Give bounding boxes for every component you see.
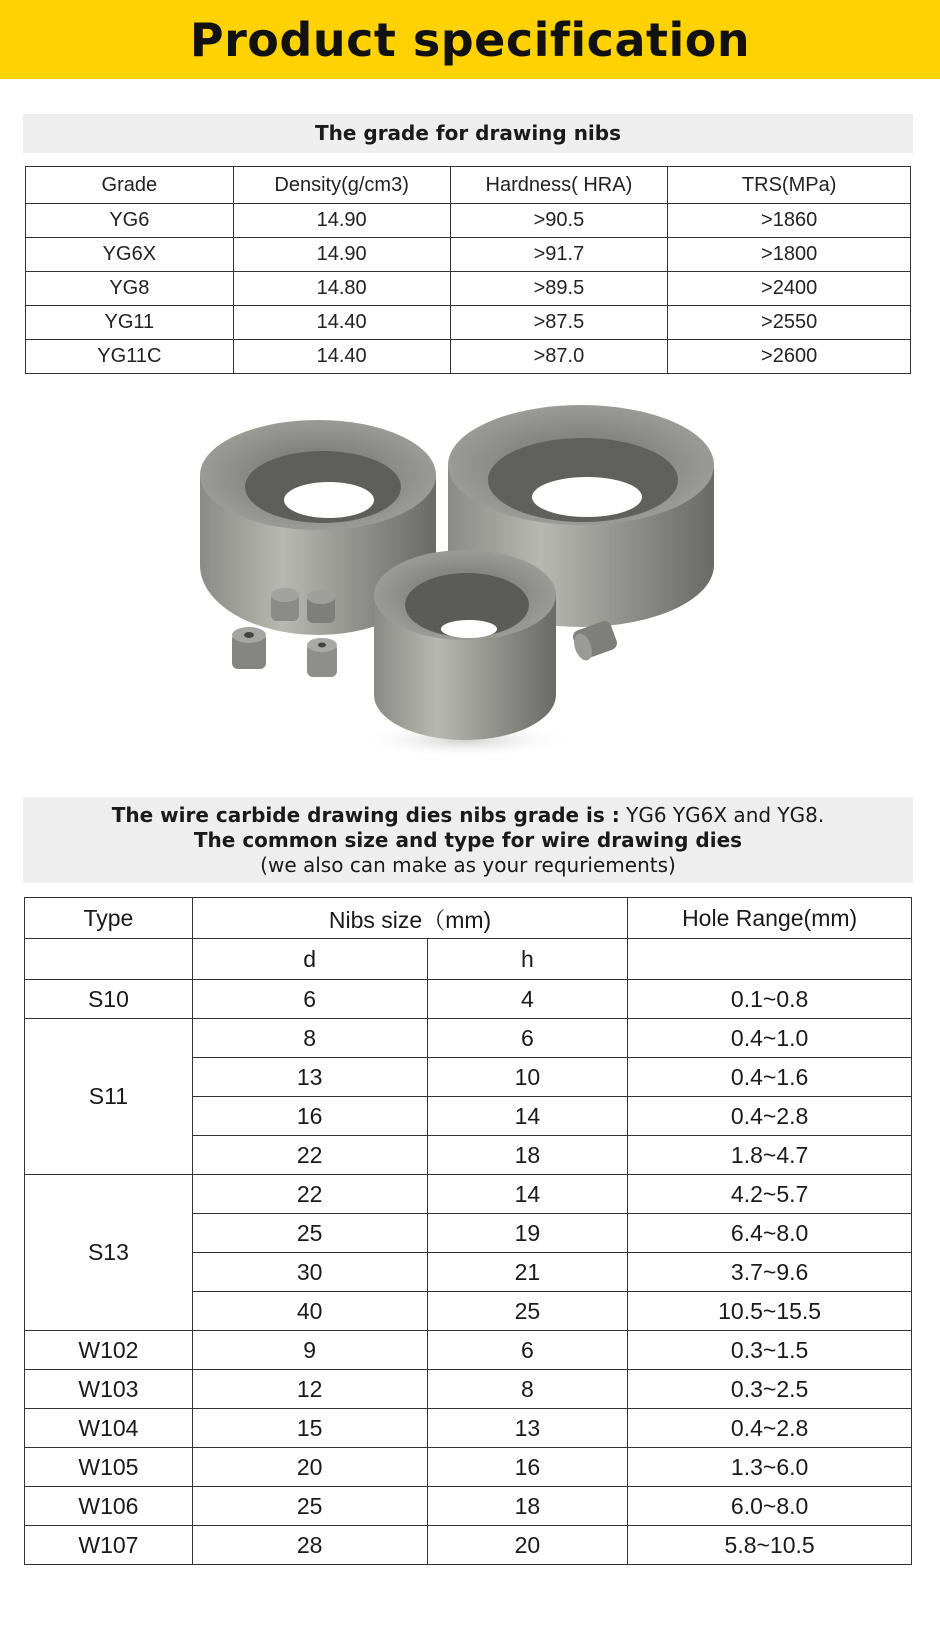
hole-range-cell: 4.2~5.7	[628, 1175, 912, 1214]
d-cell: 16	[192, 1097, 427, 1136]
grade-note-value: YG6 YG6X and YG8.	[619, 803, 825, 827]
hole-range-cell: 1.8~4.7	[628, 1136, 912, 1175]
h-cell: 6	[427, 1331, 628, 1370]
column-header: Hardness( HRA)	[450, 167, 668, 204]
type-cell: S11	[25, 1019, 193, 1175]
type-cell: W104	[25, 1409, 193, 1448]
center-ring	[355, 550, 575, 758]
d-cell: 12	[192, 1370, 427, 1409]
d-cell: 6	[192, 980, 427, 1019]
custom-note: (we also can make as your requriements)	[260, 853, 676, 877]
h-cell: 13	[427, 1409, 628, 1448]
type-cell: W105	[25, 1448, 193, 1487]
hole-range-cell: 6.0~8.0	[628, 1487, 912, 1526]
table-cell: >90.5	[450, 204, 668, 238]
table-cell: >1800	[668, 238, 911, 272]
table-cell: >2550	[668, 306, 911, 340]
type-cell: W102	[25, 1331, 193, 1370]
h-cell: 14	[427, 1097, 628, 1136]
table-cell: YG6	[26, 204, 234, 238]
d-cell: 28	[192, 1526, 427, 1565]
hole-subheader	[628, 939, 912, 980]
table-cell: >89.5	[450, 272, 668, 306]
table-cell: 14.40	[233, 306, 450, 340]
grade-table-header-row	[26, 167, 911, 204]
h-cell: 14	[427, 1175, 628, 1214]
table-cell: >87.5	[450, 306, 668, 340]
type-header: Type	[25, 898, 193, 939]
table-cell: YG6X	[26, 238, 234, 272]
hole-range-cell: 5.8~10.5	[628, 1526, 912, 1565]
hole-range-cell: 1.3~6.0	[628, 1448, 912, 1487]
hole-range-cell: 0.4~2.8	[628, 1409, 912, 1448]
d-cell: 30	[192, 1253, 427, 1292]
hole-range-cell: 0.3~2.5	[628, 1370, 912, 1409]
d-cell: 8	[192, 1019, 427, 1058]
table-cell: YG11C	[26, 340, 234, 374]
hole-range-cell: 10.5~15.5	[628, 1292, 912, 1331]
column-header: Density(g/cm3)	[233, 167, 450, 204]
type-cell: S13	[25, 1175, 193, 1331]
table-cell: 14.90	[233, 238, 450, 272]
table-row	[25, 1526, 912, 1565]
table-row	[25, 1448, 912, 1487]
size-section-title: The common size and type for wire drawing dies	[193, 828, 743, 852]
table-row	[25, 1370, 912, 1409]
table-row	[26, 204, 911, 238]
h-cell: 16	[427, 1448, 628, 1487]
table-cell: YG11	[26, 306, 234, 340]
column-header: Grade	[26, 167, 234, 204]
d-cell: 25	[192, 1214, 427, 1253]
table-cell: >87.0	[450, 340, 668, 374]
hole-range-cell: 0.3~1.5	[628, 1331, 912, 1370]
table-row	[25, 1331, 912, 1370]
d-cell: 22	[192, 1136, 427, 1175]
size-table	[24, 897, 912, 1565]
d-cell: 20	[192, 1448, 427, 1487]
d-header: d	[192, 939, 427, 980]
d-cell: 13	[192, 1058, 427, 1097]
hole-range-cell: 0.4~1.0	[628, 1019, 912, 1058]
table-row	[26, 238, 911, 272]
grade-table	[25, 166, 911, 374]
table-cell: 14.80	[233, 272, 450, 306]
table-cell: >2400	[668, 272, 911, 306]
h-cell: 19	[427, 1214, 628, 1253]
hole-range-cell: 0.4~1.6	[628, 1058, 912, 1097]
hole-range-cell: 0.4~2.8	[628, 1097, 912, 1136]
h-cell: 4	[427, 980, 628, 1019]
table-cell: >91.7	[450, 238, 668, 272]
h-cell: 20	[427, 1526, 628, 1565]
h-cell: 21	[427, 1253, 628, 1292]
hole-range-cell: 6.4~8.0	[628, 1214, 912, 1253]
d-cell: 40	[192, 1292, 427, 1331]
grade-note-label: The wire carbide drawing dies nibs grade is :	[111, 803, 620, 827]
carbide-nibs-photo	[195, 405, 745, 770]
grade-section-title: The grade for drawing nibs	[23, 114, 913, 153]
d-cell: 22	[192, 1175, 427, 1214]
d-cell: 9	[192, 1331, 427, 1370]
table-cell: 14.90	[233, 204, 450, 238]
hole-range-cell: 0.1~0.8	[628, 980, 912, 1019]
h-cell: 6	[427, 1019, 628, 1058]
hole-range-header: Hole Range(mm)	[628, 898, 912, 939]
d-cell: 15	[192, 1409, 427, 1448]
table-row	[25, 1175, 912, 1214]
type-cell: W107	[25, 1526, 193, 1565]
page-title: Product specification	[189, 12, 751, 67]
hole-range-cell: 3.7~9.6	[628, 1253, 912, 1292]
table-row	[25, 1409, 912, 1448]
table-row	[25, 980, 912, 1019]
h-header: h	[427, 939, 628, 980]
table-row	[26, 272, 911, 306]
type-cell: W106	[25, 1487, 193, 1526]
h-cell: 18	[427, 1487, 628, 1526]
nibs-size-header: Nibs size（mm)	[192, 898, 627, 939]
table-cell: 14.40	[233, 340, 450, 374]
type-cell: W103	[25, 1370, 193, 1409]
table-row	[26, 340, 911, 374]
type-cell: S10	[25, 980, 193, 1019]
banner	[0, 0, 940, 79]
table-cell: >1860	[668, 204, 911, 238]
table-row	[25, 1019, 912, 1058]
column-header: TRS(MPa)	[668, 167, 911, 204]
info-bar	[23, 797, 913, 883]
h-cell: 8	[427, 1370, 628, 1409]
h-cell: 25	[427, 1292, 628, 1331]
type-subheader	[25, 939, 193, 980]
table-cell: YG8	[26, 272, 234, 306]
h-cell: 10	[427, 1058, 628, 1097]
h-cell: 18	[427, 1136, 628, 1175]
table-row	[25, 1487, 912, 1526]
table-row	[26, 306, 911, 340]
table-cell: >2600	[668, 340, 911, 374]
d-cell: 25	[192, 1487, 427, 1526]
